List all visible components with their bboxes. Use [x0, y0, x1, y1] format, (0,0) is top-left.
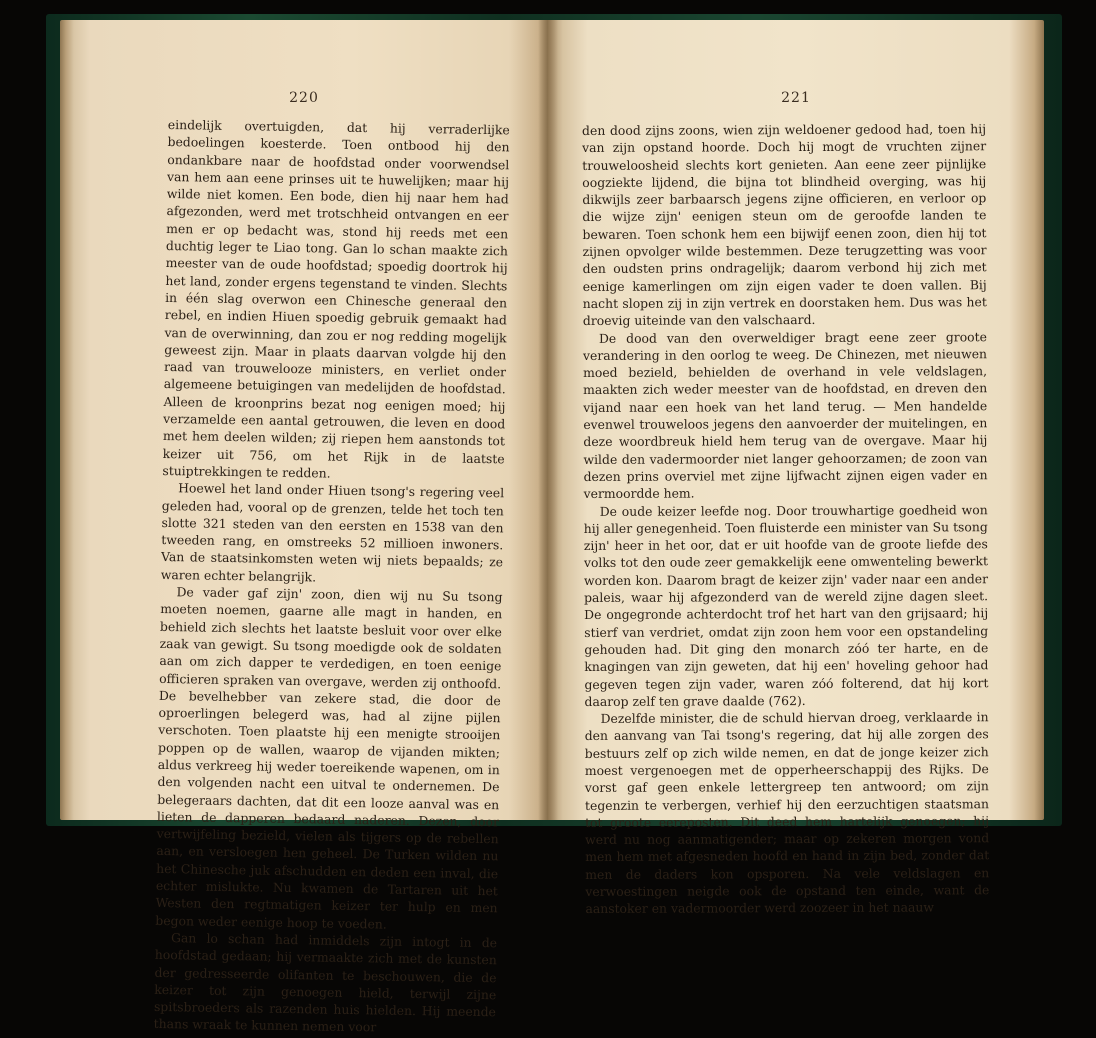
page-number: 221: [781, 90, 811, 106]
paragraph: De dood van den overweldiger bragt eene zeer groote verandering in den oorlog te weeg. De Chinezen, met nieuwen moed bezield, behielden de overhand in vele veldslagen, maakten zich weder meester van de hoofdstad, en dreven den vijand naar een hoek van het land terug. — Men handelde evenwel trouweloos jegens den aanvoerder der muitelingen, en deze woordbreuk hield hem terug van de overgave. Maar hij wilde den vadermoorder niet langer gehoorzamen; de zoon van dezen prins overviel met zijne lijfwacht zijnen eigen vader en vermoordde hem.: [582, 328, 988, 502]
right-page: [548, 20, 1044, 917]
paragraph: Hoewel het land onder Hiuen tsong's regering veel geleden had, vooral op de grenzen, telde het toch ten slotte 321 steden van den eersten en 1538 van den tweeden rang, en omstreeks 52 millioen inwoners. Van de staatsinkomsten weten wij niets bepaalds; ze waren echter belangrijk.: [160, 480, 505, 585]
paragraph: Gan lo schan had inmiddels zijn intogt in de hoofdstad gedaan; hij vermaakte zich met de kunsten der gedresseerde olifanten te beschouwen, die de keizer tot zijn genoegen hield, terwijl zijne spitsbroeders als razenden huis hielden. Hij meende thans wraak te kunnen nemen voor: [153, 930, 498, 1035]
paragraph: eindelijk overtuigden, dat hij verraderlijke bedoelingen koesterde. Toen ontbood hij den ondankbare naar de hoofdstad onder voorwendsel van hem aan eene prinses uit te huwelijken; maar hij wilde niet komen. Een bode, dien hij naar hem had afgezonden, werd met trotschheid ontvangen en eer men er op bedacht was, stond hij reeds met een duchtig leger te Liao tong. Gan lo schan maakte zich meester van de oude hoofdstad; spoedig doortrok hij het land, zonder ergens tegenstand te vinden. Slechts in één slag overwon een Chinesche generaal den rebel, en indien Hiuen spoedig gebruik gemaakt had van de overwinning, dan zou er nog redding mogelijk geweest zijn. Maar in plaats daarvan volgde hij den raad van trouwelooze ministers, en verliet onder algemeene betuigingen van medelijden de hoofdstad. Alleen de kroonprins bezat nog eenigen moed; hij verzamelde een aantal getrouwen, die leven en dood met hem deelen wilden; zij riepen hem aanstonds tot keizer uit 756, om het Rijk in de laatste stuiptrekkingen te redden.: [162, 116, 510, 481]
paragraph: den dood zijns zoons, wien zijn weldoener gedood had, toen hij van zijn opstand hoorde. Doch hij mogt de vruchten zijner trouweloosheid slechts kort genieten. Aan eene zeer pijnlijke oogziekte lijdend, die bijna tot blindheid overging, was hij dikwijls zeer barbaarsch jegens zijne officieren, en verloor op die wijze zijn' eenigen steun om de geroofde landen te bewaren. Toen schonk hem een bijwijf eenen zoon, dien hij tot zijnen opvolger wilde bestemmen. Deze terugzetting was voor den oudsten prins ondragelijk; daarom verbond hij zich met eenige kamerlingen om zijn eigen vader te doen vallen. Bij nacht slopen zij in zijn vertrek en doorstaken hem. Dus was het droevig uiteinde van den valschaard.: [582, 121, 987, 329]
paragraph: De oude keizer leefde nog. Door trouwhartige goedheid won hij aller genegenheid. Toen fluisterde een minister van Su tsong zijn' heer in het oor, dat er uit hoofde van de groote liefde des volks tot den oude zeer gemakkelijk eene omwenteling bewerkt worden kon. Daarom bragt de keizer zijn' vader naar een ander paleis, waar hij afgezonderd van de wereld zijne dagen sleet. De ongegronde achterdocht trof het hart van den grijsaard; hij stierf van verdriet, omdat zijn zoon hem voor een opstandeling gehouden had. Dit ging den monarch zóó ter harte, en de knagingen van zijn geweten, dat hij een' hoveling gehoor had gegeven tegen zijn vader, waren zóó folterend, dat hij kort daarop zelf ten grave daalde (762).: [583, 501, 989, 709]
left-page: [60, 20, 548, 1035]
page-number: 220: [289, 90, 319, 106]
open-book: [60, 20, 1044, 1035]
page-text: [154, 116, 510, 1038]
paragraph: Dezelfde minister, die de schuld hiervan droeg, verklaarde in den aanvang van Tai tsong's regering, dat hij alle zorgen des bestuurs zelf op zich wilde nemen, en dat de jonge keizer zich moest vergenoegen met de opperheerschappij des Rijks. De vorst gaf geen enkele lettergreep ten antwoord; om zijn tegenzin te verbergen, verhief hij den eerzuchtigen staatsman tot groote eereposten. Dit deed hem hartelijk genoegen; hij werd nu nog aanmatigender; maar op zekeren morgen vond men hem met afgesneden hoofd en hand in zijn bed, zonder dat men de daders kon opsporen. Na vele veldslagen en verwoestingen neigde ook de opstand ten einde, want de aanstoker en vadermoorder werd zoozeer in het naauw: [584, 709, 990, 917]
page-text: [582, 120, 989, 917]
paragraph: De vader gaf zijn' zoon, dien wij nu Su tsong moeten noemen, gaarne alle magt in handen, en behield zich slechts het laatste besluit voor over elke zaak van gewigt. Su tsong moedigde ook de soldaten aan om zich dapper te verdedigen, en toen eenige officieren spraken van overgave, werden zij onthoofd. De bevelhebber van zekere stad, die door de oproerlingen belegerd was, had al zijne pijlen verschoten. Toen plaatste hij een menigte strooijen poppen op de wallen, waarop de vijanden mikten; aldus verkreeg hij weder toereikende wapenen, om in den volgenden nacht een uitval te ondernemen. De belegeraars dachten, dat dit een looze aanval was en lieten de dapperen bedaard naderen. Dezen, door vertwijfeling bezield, vielen als tijgers op de rebellen aan, en versloegen hen geheel. De Turken wilden nu het Chinesche juk afschudden en deden een inval, die echter mislukte. Nu kwamen de Tartaren uit het Westen den regtmatigen keizer ter hulp en men begon weder eenige hoop te voeden.: [155, 584, 503, 932]
